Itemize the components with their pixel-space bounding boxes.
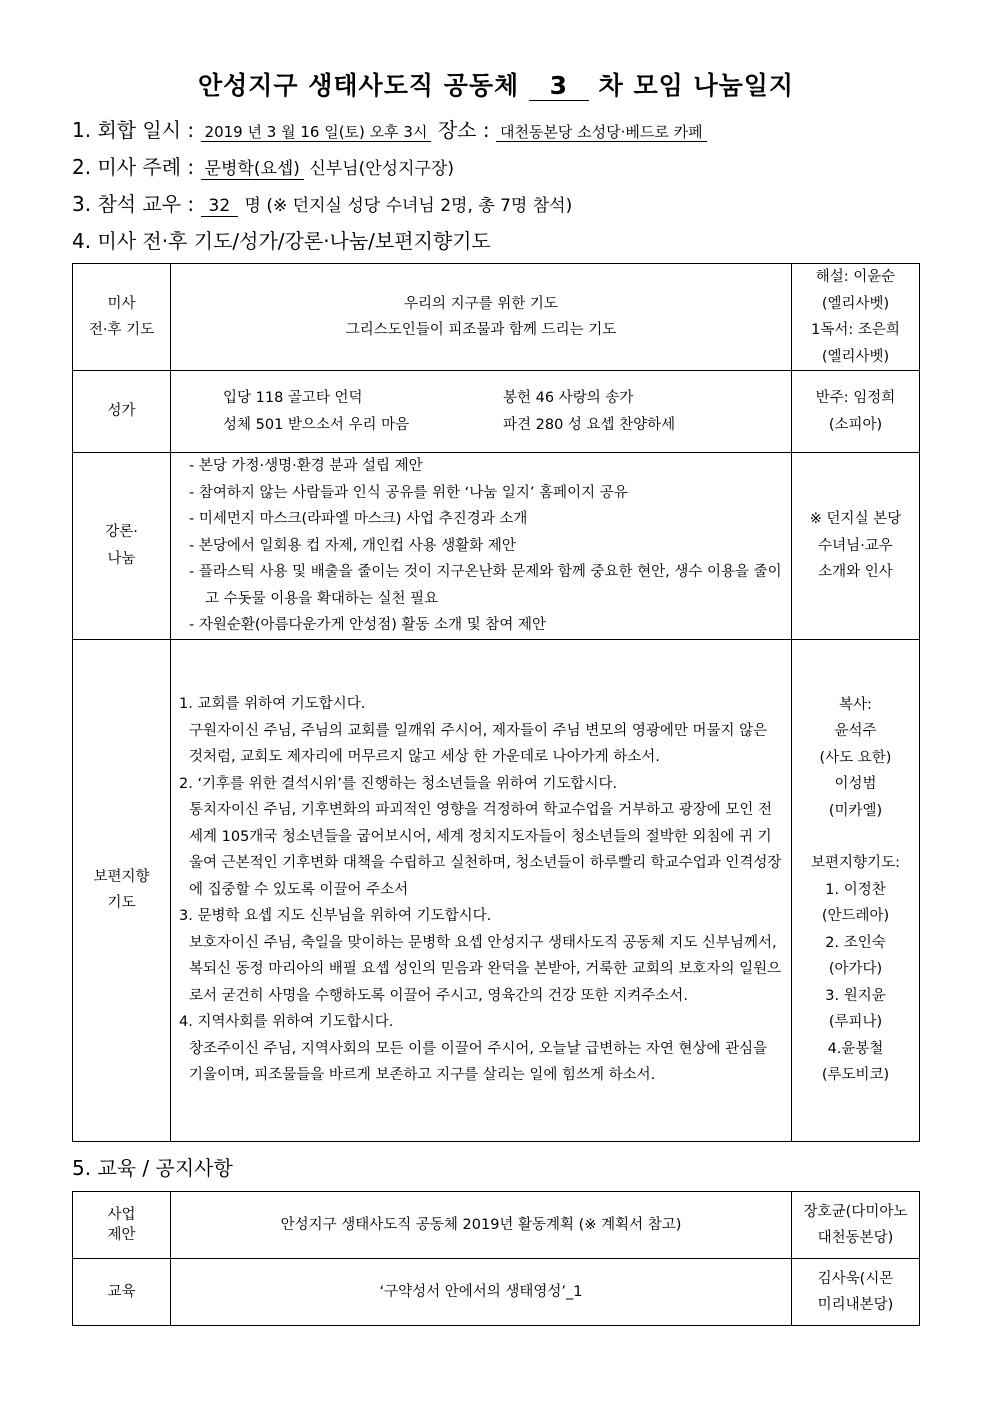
notice-row: [73, 1192, 920, 1259]
prayer-body: 통치자이신 주님, 기후변화의 파괴적인 영향을 걱정하여 학교수업을 거부하고 광장에 모인 전세계 105개국 청소년들을 굽어보시어, 세계 정치지도자들이 청소년들의 절박한 외침에 귀 기울여 근본적인 기후변화 대책을 수립하고 실천하며, 청소년들이 하루빨리 학교수업과 인격성장에 집중할 수 있도록 이끌어 주소서: [189, 802, 782, 898]
prayer-body: 창조주이신 주님, 지역사회의 모든 이를 이끌어 주시어, 오늘날 급변하는 자연 현상에 관심을 기울이며, 피조물들을 바르게 보존하고 지구를 살리는 일에 힘쓰게 하소서.: [189, 1040, 768, 1084]
mass-label: 2. 미사 주례 :: [72, 155, 195, 179]
meeting-date-line: [72, 114, 707, 143]
meeting-label: 1. 회합 일시 :: [72, 118, 195, 142]
prayer-heading: 4. 지역사회를 위하여 기도합시다.: [179, 1014, 394, 1031]
priest-name: 문병학(요셉): [201, 159, 304, 180]
list-item: - 미세먼지 마스크(라파엘 마스크) 사업 추진경과 소개: [189, 506, 785, 533]
title-prefix: 안성지구 생태사도직 공동체: [197, 71, 520, 100]
attendance-count: 32: [201, 196, 239, 217]
intercession-row-label: 보편지향 기도: [73, 639, 171, 1141]
notice-presenter: 김사욱(시몬 미리내본당): [792, 1259, 920, 1326]
meeting-place: 대천동본당 소성당·베드로 카페: [496, 123, 707, 142]
homily-row-label: 강론· 나눔: [73, 453, 171, 640]
mass-table: [72, 263, 920, 1142]
intercession-prayers: [171, 639, 792, 1141]
notice-table: [72, 1191, 920, 1326]
attendance-line: [72, 188, 572, 217]
notice-row: [73, 1259, 920, 1326]
title-suffix: 차 모임 나눔일지: [598, 71, 795, 100]
list-item: - 본당에서 일회용 컵 자제, 개인컵 사용 생활화 제안: [189, 533, 785, 560]
list-item: - 자원순환(아름다운가게 안성점) 활동 소개 및 참여 제안: [189, 612, 785, 639]
prayer-row-roles: 해설: 이윤순 (엘리사벳) 1독서: 조은희 (엘리사벳): [792, 264, 920, 371]
homily-items: [171, 453, 792, 640]
prayer-row: [73, 264, 920, 371]
prayer-row-label: 미사 전·후 기도: [73, 264, 171, 371]
priest-title: 신부님(안성지구장): [309, 159, 454, 179]
attendance-note: 명 (※ 던지실 성당 수녀님 2명, 총 7명 참석): [244, 196, 573, 216]
hymn-accompanist: 반주: 임정희 (소피아): [792, 371, 920, 453]
attendance-label: 3. 참석 교우 :: [72, 192, 195, 216]
hymn-row-label: 성가: [73, 371, 171, 453]
hymn-row: [73, 371, 920, 453]
prayer-heading: 2. ‘기후를 위한 결석시위’를 진행하는 청소년들을 위하여 기도합시다.: [179, 775, 618, 792]
notice-content: 안성지구 생태사도직 공동체 2019년 활동계획 (※ 계획서 참고): [171, 1192, 792, 1259]
notice-label: 교육: [73, 1259, 171, 1326]
prayer-body: 보호자이신 주님, 축일을 맞이하는 문병학 요셉 안성지구 생태사도직 공동체 지도 신부님께서, 복되신 동정 마리아의 배필 요셉 성인의 믿음과 완덕을 본받아, 거룩한 교회의 보호자의 일원으로서 굳건히 사명을 수행하도록 이끌어 주시고, 영육간의 건강 또한 지켜주소서.: [189, 934, 782, 1004]
homily-side-note: ※ 던지실 본당 수녀님·교우 소개와 인사: [792, 453, 920, 640]
notice-content: ‘구약성서 안에서의 생태영성’_1: [171, 1259, 792, 1326]
notice-presenter: 장호균(다미아노 대천동본당): [792, 1192, 920, 1259]
notice-label: 사업 제안: [73, 1192, 171, 1259]
hymn-entrance: 입당 118 골고타 언덕: [223, 390, 363, 406]
hymn-communion: 성체 501 받으소서 우리 마음: [223, 416, 410, 433]
prayer-body: 구원자이신 주님, 주님의 교회를 일깨워 주시어, 제자들이 주님 변모의 영광에만 머물지 않은 것처럼, 교회도 제자리에 머무르지 않고 세상 한 가운데로 나아가게 하소서.: [189, 722, 768, 766]
section-4-heading: 4. 미사 전·후 기도/성가/강론·나눔/보편지향기도: [72, 229, 491, 253]
hymn-list: [171, 371, 792, 453]
meeting-number: 3: [529, 71, 589, 101]
section-5-heading: 5. 교육 / 공지사항: [72, 1156, 233, 1180]
list-item: - 플라스틱 사용 및 배출을 줄이는 것이 지구온난화 문제와 함께 중요한 현안, 생수 이용을 줄이고 수돗물 이용을 확대하는 실천 필요: [189, 559, 785, 612]
prayer-heading: 3. 문병학 요셉 지도 신부님을 위하여 기도합시다.: [179, 908, 492, 925]
prayer-heading: 1. 교회를 위하여 기도합시다.: [179, 696, 366, 713]
mass-presider-line: [72, 151, 454, 180]
list-item: - 참여하지 않는 사람들과 인식 공유를 위한 ‘나눔 일지’ 홈페이지 공유: [189, 480, 785, 507]
meeting-date: 2019 년 3 월 16 일(토) 오후 3시: [201, 123, 432, 142]
hymn-recessional: 파견 280 성 요셉 찬양하세: [503, 416, 676, 433]
intercession-row: [73, 639, 920, 1141]
prayer-row-content: 우리의 지구를 위한 기도 그리스도인들이 피조물과 함께 드리는 기도: [171, 264, 792, 371]
place-label: 장소 :: [437, 118, 490, 142]
intercession-roles: 복사: 윤석주 (사도 요한) 이성범 (미카엘) 보편지향기도: 1. 이정찬 (안드레아) 2. 조인숙 (아가다) 3. 원지윤 (루피나) 4.윤봉철 (루도비코): [792, 639, 920, 1141]
homily-row: [73, 453, 920, 640]
page-title: [0, 66, 992, 102]
hymn-offertory: 봉헌 46 사랑의 송가: [503, 390, 634, 406]
list-item: - 본당 가정·생명·환경 분과 설립 제안: [189, 453, 785, 480]
